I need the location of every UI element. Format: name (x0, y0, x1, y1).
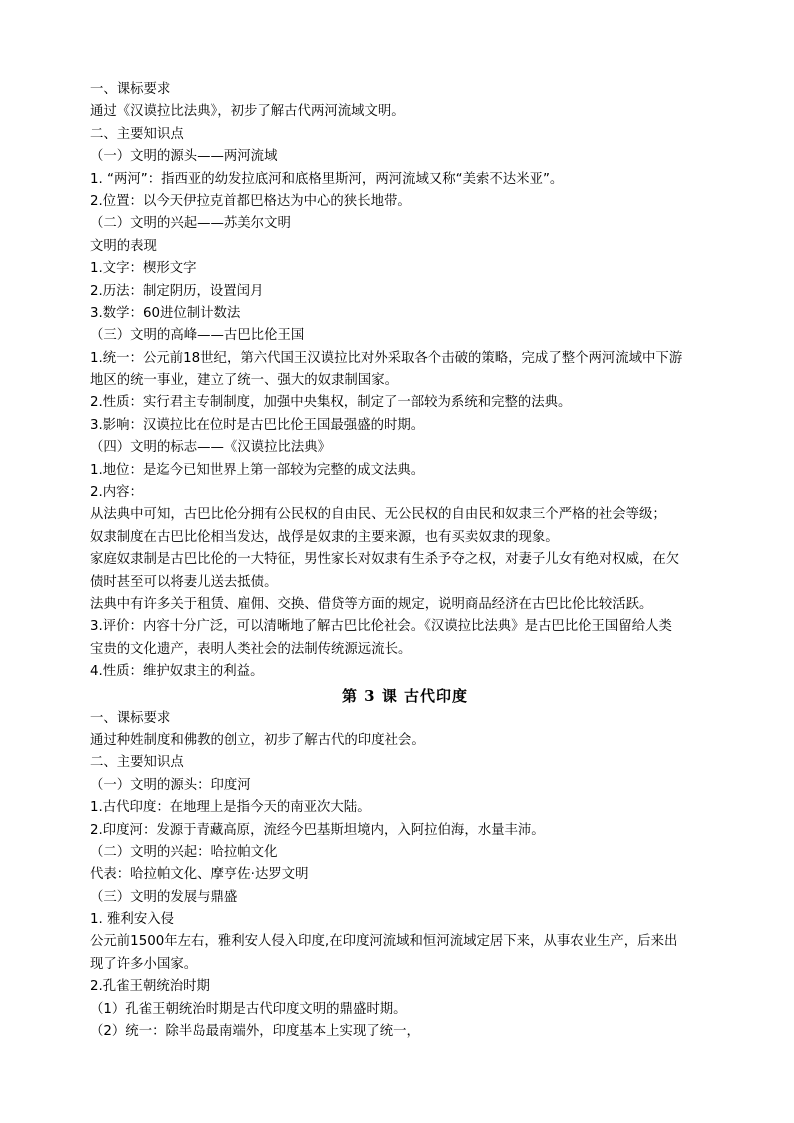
text-line: 2.历法：制定阴历，设置闰月 (90, 283, 264, 299)
text-line: （1）孔雀王朝统治时期是古代印度文明的鼎盛时期。 (90, 1001, 407, 1017)
text-line: 通过《汉谟拉比法典》，初步了解古代两河流域文明。 (90, 104, 405, 120)
text-line: 3.影响：汉谟拉比在位时是古巴比伦王国最强盛的时期。 (90, 417, 425, 433)
text-line: 1.文字：楔形文字 (90, 261, 197, 277)
text-line: 债时甚至可以将妻儿送去抵债。 (90, 574, 278, 590)
text-line: 宝贵的文化遗产，表明人类社会的法制传统源远流长。 (90, 641, 412, 657)
text-line: 一、课标要求 (90, 82, 171, 97)
text-line: （四）文明的标志——《汉谟拉比法典》 (90, 440, 332, 456)
text-line: 2.内容： (90, 485, 143, 501)
text-line: 1.统一：公元前18世纪，第六代国王汉谟拉比对外采取各个击破的策略，完成了整个两河流域中下游 (90, 350, 683, 366)
text-line: 通过种姓制度和佛教的创立，初步了解古代的印度社会。 (90, 732, 425, 748)
text-line: 从法典中可知，古巴比伦分拥有公民权的自由民、无公民权的自由民和奴隶三个严格的社会等级； (90, 507, 666, 523)
text-line: 公元前1500年左右，雅利安人侵入印度,在印度河流域和恒河流域定居下来，从事农业生产，后来出 (90, 934, 678, 950)
text-line: 现了许多小国家。 (90, 956, 198, 972)
text-line: 4.性质：维护奴隶主的利益。 (90, 664, 264, 680)
text-line: 地区的统一事业，建立了统一、强大的奴隶制国家。 (90, 373, 398, 389)
lesson-title: 第 3 课 古代印度 (341, 686, 469, 705)
text-line: （三）文明的发展与鼎盛 (90, 889, 238, 905)
text-line: （2）统一：除半岛最南端外，印度基本上实现了统一， (90, 1024, 420, 1040)
text-line: （三）文明的高峰——古巴比伦王国 (90, 328, 305, 344)
text-line: （二）文明的兴起——苏美尔文明 (90, 216, 291, 232)
text-line: （二）文明的兴起：哈拉帕文化 (90, 844, 278, 860)
text-line: 2.性质：实行君主专制制度，加强中央集权，制定了一部较为系统和完整的法典。 (90, 395, 572, 411)
text-line: 1. 雅利安入侵 (90, 912, 174, 928)
document-page (90, 79, 720, 1043)
text-line: 2.孔雀王朝统治时期 (90, 979, 210, 995)
text-line: 一、课标要求 (90, 710, 171, 726)
lesson-2-section (90, 79, 720, 684)
text-line: 3.评价：内容十分广泛，可以清晰地了解古巴比伦社会。《汉谟拉比法典》是古巴比伦王国留给人类 (90, 619, 672, 635)
text-line: 2.印度河：发源于青藏高原，流经今巴基斯坦境内，入阿拉伯海，水量丰沛。 (90, 822, 545, 838)
text-line: 代表：哈拉帕文化、摩亨佐·达罗文明 (90, 867, 309, 883)
text-line: 二、主要知识点 (90, 755, 184, 771)
text-line: （一）文明的源头——两河流域 (90, 149, 278, 165)
text-line: 文明的表现 (90, 238, 157, 254)
text-line: 法典中有许多关于租赁、雇佣、交换、借贷等方面的规定，说明商品经济在古巴比伦比较活跃。 (90, 596, 653, 612)
text-line: 二、主要知识点 (90, 126, 184, 142)
text-line: 3.数学：60进位制计数法 (90, 305, 241, 321)
text-line: （一）文明的源头：印度河 (90, 777, 251, 793)
text-line: 奴隶制度在古巴比伦相当发达，战俘是奴隶的主要来源，也有买卖奴隶的现象。 (90, 529, 559, 545)
text-line: 家庭奴隶制是古巴比伦的一大特征，男性家长对奴隶有生杀予夺之权，对妻子儿女有绝对权威，在欠 (90, 552, 680, 568)
text-line: 1. “两河”：指西亚的幼发拉底河和底格里斯河，两河流域又称“美索不达米亚”。 (90, 171, 564, 187)
lesson-3-section (90, 708, 720, 1044)
text-line: 2.位置：以今天伊拉克首都巴格达为中心的狭长地带。 (90, 193, 411, 209)
text-line: 1.古代印度：在地理上是指今天的南亚次大陆。 (90, 800, 371, 816)
text-line: 1.地位：是迄今已知世界上第一部较为完整的成文法典。 (90, 462, 425, 478)
